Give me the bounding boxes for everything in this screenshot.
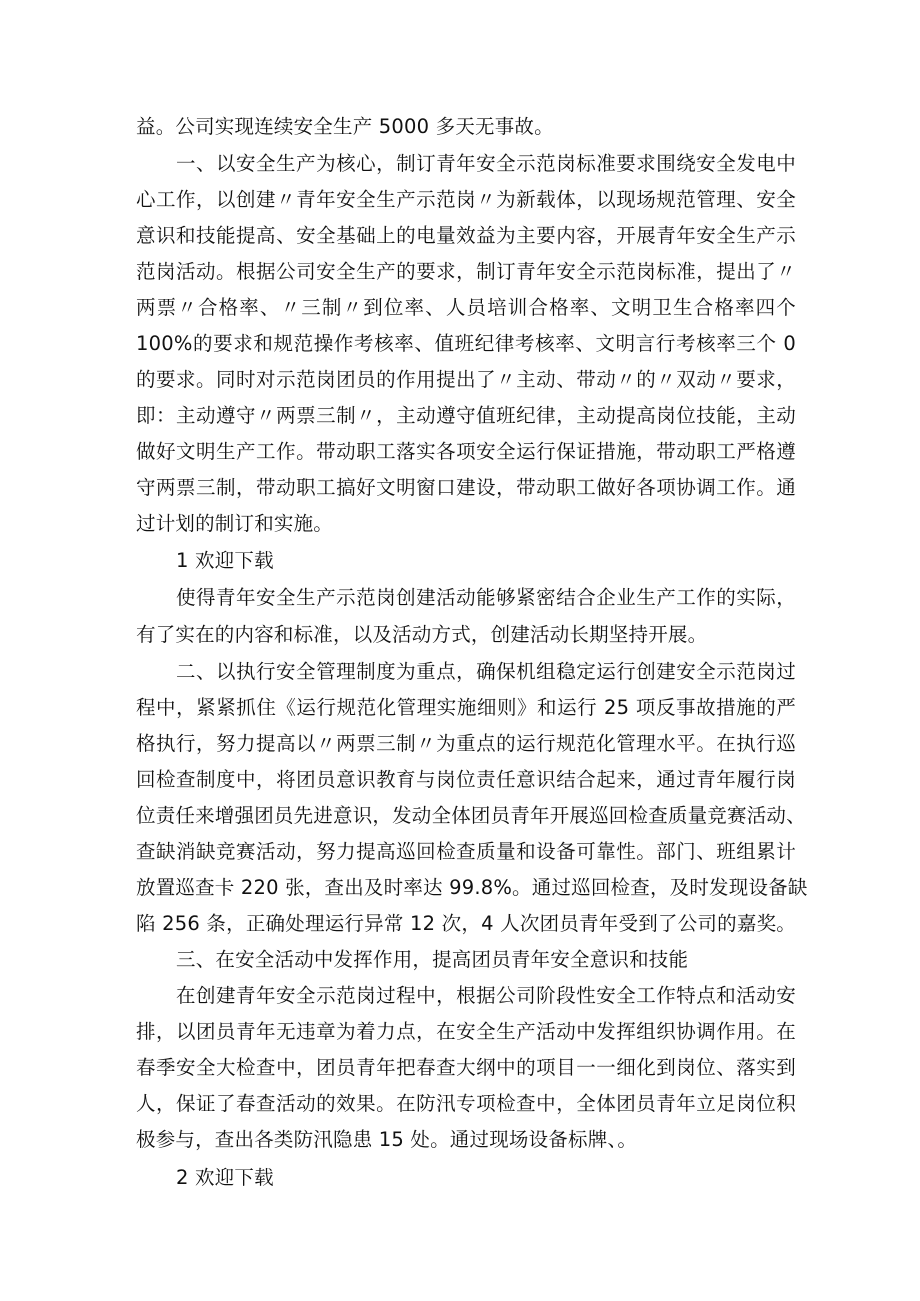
text-line: 在创建青年安全示范岗过程中，根据公司阶段性安全工作特点和活动安 [176,984,796,1007]
text-line: 程中，紧紧抓住《运行规范化管理实施细则》和运行 25 项反事故措施的严 [136,696,796,719]
text-line: 做好文明生产工作。带动职工落实各项安全运行保证措施，带动职工严格遵 [136,440,796,463]
text-line: 的要求。同时对示范岗团员的作用提出了〃主动、带动〃的〃双动〃要求， [136,368,796,391]
text-line: 放置巡查卡 220 张，查出及时率达 99.8%。通过巡回检查，及时发现设备缺 [136,876,808,899]
text-line: 位责任来增强团员先进意识，发动全体团员青年开展巡回检查质量竞赛活动、 [136,804,806,827]
text-line: 100%的要求和规范操作考核率、值班纪律考核率、文明言行考核率三个 0 [136,332,796,355]
text-line: 即：主动遵守〃两票三制〃，主动遵守值班纪律，主动提高岗位技能，主动 [136,404,796,427]
text-line: 陷 256 条，正确处理运行异常 12 次，4 人次团员青年受到了公司的嘉奖。 [136,912,796,935]
text-line: 查缺消缺竞赛活动，努力提高巡回检查质量和设备可靠性。部门、班组累计 [136,840,796,863]
text-line: 意识和技能提高、安全基础上的电量效益为主要内容，开展青年安全生产示 [136,224,796,247]
text-line: 格执行，努力提高以〃两票三制〃为重点的运行规范化管理水平。在执行巡 [136,732,796,755]
text-line: 排，以团员青年无违章为着力点，在安全生产活动中发挥组织协调作用。在 [136,1020,796,1043]
text-line: 过计划的制订和实施。 [136,512,334,535]
page-footer: 1 欢迎下载 [176,549,274,572]
section-heading: 一、以安全生产为核心，制订青年安全示范岗标准要求围绕安全发电中 [176,152,796,175]
page-footer: 2 欢迎下载 [176,1166,274,1189]
text-line: 春季安全大检查中，团员青年把春查大纲中的项目一一细化到岗位、落实到 [136,1056,796,1079]
text-line: 人，保证了春查活动的效果。在防汛专项检查中，全体团员青年立足岗位积 [136,1092,796,1115]
text-line: 两票〃合格率、〃三制〃到位率、人员培训合格率、文明卫生合格率四个 [136,296,796,319]
text-line: 极参与，查出各类防汛隐患 15 处。通过现场设备标牌、。 [136,1128,638,1151]
text-line: 益。公司实现连续安全生产 5000 多天无事故。 [136,115,554,138]
text-line: 使得青年安全生产示范岗创建活动能够紧密结合企业生产工作的实际， [176,586,796,609]
section-heading: 三、在安全活动中发挥作用，提高团员青年安全意识和技能 [176,948,689,971]
text-line: 守两票三制，带动职工搞好文明窗口建设，带动职工做好各项协调工作。通 [136,476,796,499]
text-line: 范岗活动。根据公司安全生产的要求，制订青年安全示范岗标准，提出了〃 [136,260,796,283]
section-heading: 二、以执行安全管理制度为重点，确保机组稳定运行创建安全示范岗过 [176,660,796,683]
text-line: 有了实在的内容和标准，以及活动方式，创建活动长期坚持开展。 [136,623,708,646]
text-line: 回检查制度中，将团员意识教育与岗位责任意识结合起来，通过青年履行岗 [136,768,796,791]
text-line: 心工作，以创建〃青年安全生产示范岗〃为新载体，以现场规范管理、安全 [136,188,796,211]
